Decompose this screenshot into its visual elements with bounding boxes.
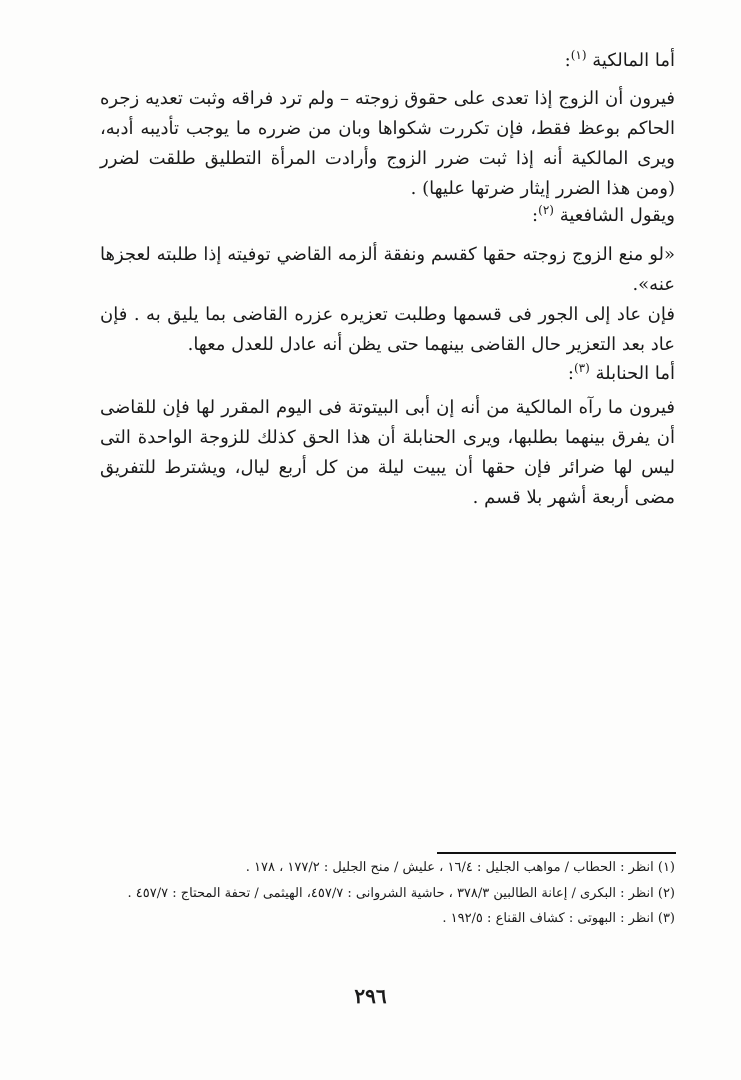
footnote-divider: [437, 852, 676, 854]
paragraph-hanbali: فيرون ما رآه المالكية من أنه إن أبى البيتوتة فى اليوم المقرر لها فإن للقاضى أن يفرق بينهما بطلبها، ويرى الحنابلة أن هذا الحق كذلك للزوجة الواحدة التى ليس لها ضرائر فإن حقها أن يبيت ليلة من كل أربع ليال، ويشترط للتفريق مضى أربعة أشهر بلا قسم .: [100, 397, 675, 508]
page-number: ٢٩٦: [354, 984, 387, 1008]
paragraph-shafii: فإن عاد إلى الجور فى قسمها وطلبت تعزيره عزره القاضى بما يليق به . فإن عاد بعد التعزير حال القاضى بينهما حتى يظن أنه عادل للعدل معها.: [100, 304, 675, 355]
footnote-1: (١) انظر : الحطاب / مواهب الجليل : ١٦/٤ ، عليش / منح الجليل : ١٧٧/٢ ، ١٧٨ .: [245, 860, 675, 875]
heading-maliki-text: أما المالكية: [592, 50, 675, 71]
footnote-3: (٣) انظر : البهوتى : كشاف القناع : ١٩٢/٥ .: [442, 911, 675, 926]
footnote-2: (٢) انظر : البكرى / إعانة الطالبين ٣٧٨/٣ ، حاشية الشروانى : ٤٥٧/٧، الهيثمى / تحفة المحتاج : ٤٥٧/٧ .: [127, 886, 675, 901]
paragraph-maliki: فيرون أن الزوج إذا تعدى على حقوق زوجته – ولم ترد فراقه وثبت تعديه زجره الحاكم بوعظ فقط، فإن تكررت شكواها وبان من ضرره ما يوجب تأديبه أدبه، ويرى المالكية أنه إذا ثبت ضرر الزوج وأرادت المرأة التطليق طلقت لضرر (ومن هذا الضرر إيثار ضرتها عليها) .: [100, 88, 675, 199]
footnote-ref-2: (٢): [538, 203, 554, 217]
heading-hanbali: أما الحنابلة $^{(٣)}$:: [567, 361, 675, 384]
heading-hanbali-text: أما الحنابلة: [595, 363, 675, 384]
heading-shafii-text: ويقول الشافعية: [559, 205, 675, 226]
heading-maliki: أما المالكية $^{(١)}$:: [564, 48, 675, 71]
footnote-ref-3: (٣): [573, 361, 590, 375]
footnote-ref-1: (١): [570, 48, 587, 62]
quote-shafii: «لو منع الزوج زوجته حقها كقسم ونفقة ألزمه القاضي توفيته إذا طلبته لعجزها عنه».: [100, 244, 675, 295]
heading-shafii: ويقول الشافعية $^{(٢)}$:: [532, 203, 675, 226]
